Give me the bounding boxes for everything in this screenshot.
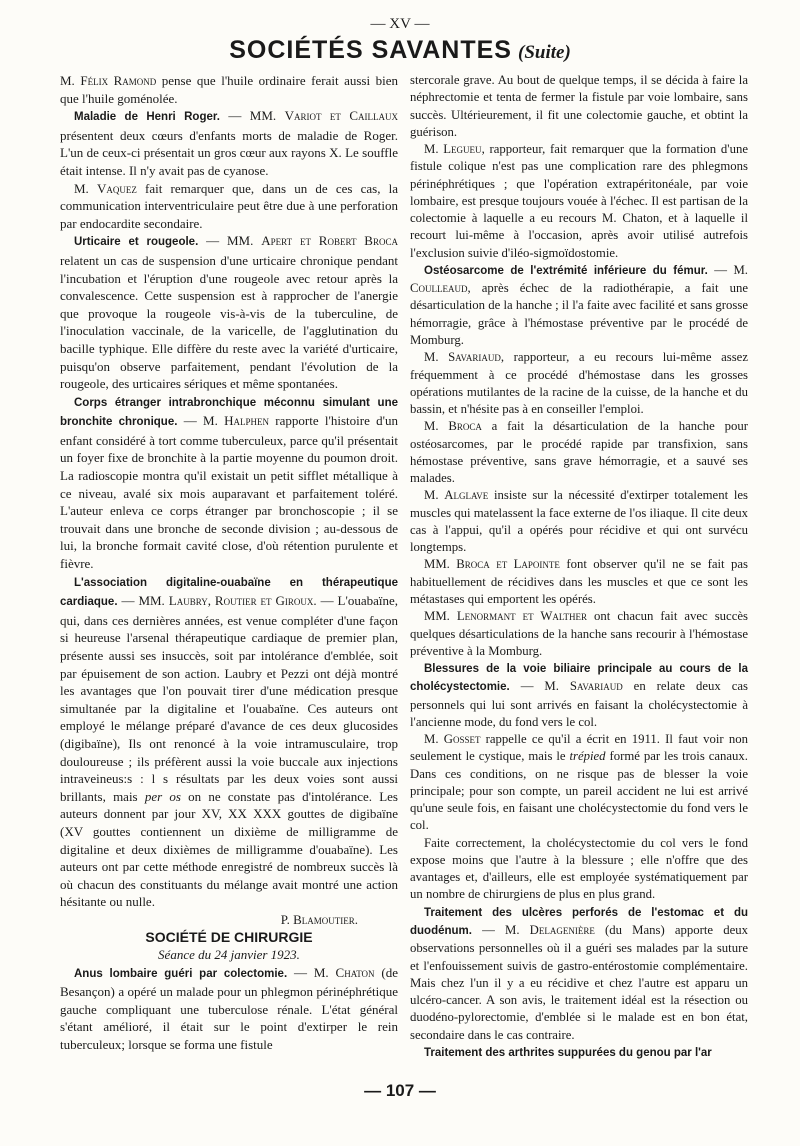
paragraph: MM. Broca et Lapointe font observer qu'il ne se fait pas habituellement de récidives dans les muscles et que ce sont les métastases qui emportent les opérés. (410, 557, 748, 606)
paragraph: Faite correctement, la cholécystectomie du col vers le fond expose moins que l'autre à la blessure ; elle n'offre que des avantages et, d'ailleurs, elle est employée systématiquement par un nombre de chirurgiens de plus en plus grand. (410, 835, 748, 902)
author-name: Delagenière (529, 923, 595, 938)
author-name: Coulleaud (410, 281, 468, 296)
article-heading: Traitement des arthrites suppurées du genou par l'ar (424, 1046, 712, 1059)
author-name: Broca (448, 419, 482, 434)
author-name: Lenormant et Walther (456, 609, 588, 624)
paragraph: Ostéosarcome de l'extrémité inférieure du fémur. — M. Coulleaud, après échec de la radiothérapie, a fait une désarticulation de la hanche ; il l'a faite avec facilité et sans grosse hémorragie, grâce à l'hémostase préventive par le procédé de Momburg. (410, 262, 748, 347)
paragraph: Blessures de la voie biliaire principale au cours de la cholécystectomie. — M. Savariaud en relate deux cas personnels qui lui sont arrivés en faisant la cholécystectomie à l'ancienne mode, du fond vers le col. (410, 663, 749, 729)
author-name: Alglave (444, 488, 489, 503)
paragraph: Urticaire et rougeole. — MM. Apert et Robert Broca relatent un cas de suspension d'une urticaire chronique pendant l'incubation et l'éruption d'une rougeole avec retour après la convalescence. Cette suspension est à rapprocher de l'anergie que provoque la rougeole vis-à-vis de la tuberculine, de l'inoculation vaccinale, de la varicelle, de l'agglutination du bacille typhique. Elle diffère du reste avec la variété d'urticaire, puisqu'on observe parfaitement, pendant l'évolution de la rougeole, des urticaires sériques et même spontanées. (60, 233, 398, 392)
article-heading: Corps étranger intrabronchique méconnu simulant une bronchite chronique. (60, 396, 398, 429)
paragraph: M. Savariaud, rapporteur, a eu recours lui-même assez fréquemment à ce procédé d'hémostase dans les grosses opérations mutilantes de la racine de la cuisse, de la hanche et du bassin, et n'hésite pas à en conseiller l'emploi. (410, 350, 748, 417)
paragraph: Corps étranger intrabronchique méconnu simulant une bronchite chronique. — M. Halphen rapporte l'histoire d'un enfant considéré à tort comme tuberculeux, parce qu'il présentait un foyer fixe de bronchite à la partie moyenne du poumon droit. La radioscopie montra qu'il existait un petit sifflet métallique à ce niveau, avalé six mois auparavant et parfaitement toléré. L'auteur enleva ce corps étranger par bronchoscopie ; il se trouvait dans une bronche de seconde division ; au-dessous de lui, la bronche formait cavité close, d'où rétention purulente et fièvre. (60, 396, 398, 572)
article-heading: Ostéosarcome de l'extrémité inférieure du fémur. (424, 264, 708, 277)
paragraph: M. Alglave insiste sur la nécessité d'extirper totalement les muscles qui matelassent la face externe de l'os iliaque. Il cite deux cas à l'appui, qu'il a opérés pour récidive et qui ont survécu longtemps. (410, 488, 748, 555)
author-name: Savariaud (448, 350, 501, 365)
signature: P. Blamoutier. (280, 911, 358, 927)
paragraph: Traitement des ulcères perforés de l'estomac et du duodénum. — M. Delagenière (du Mans) apporte deux observations personnelles où il a guéri ses malades par la suture et l'enfouissement suivis de gastro-entérostomie complémentaire. Mais chez l'un il y a eu récidive et chez l'autre est apparu un ulcéro-cancer. A son avis, le traitement idéal est la résection ou duodéno-pylorectomie, d'emblée si le malade est en bon état, secondaire dans le cas contraire. (410, 906, 748, 1042)
page-roman-numeral: — XV — (370, 16, 430, 32)
article-heading: Traitement des ulcères perforés de l'estomac et du duodénum. (410, 906, 748, 938)
paragraph: Anus lombaire guéri par colectomie. — M. Chaton (de Besançon) a opéré un malade pour un phlegmon périnéphrétique gauche compliquant une tuberculose rénale. L'état général s'étant amélioré, il était sur le point d'extirper le rein tuberculeux; lorsque se forma une fistule (60, 964, 398, 1053)
author-name: Halphen (224, 413, 270, 429)
author-name: Chaton (335, 964, 375, 980)
section-subheading: (Suite) (518, 42, 571, 63)
author-name: Savariaud (569, 679, 623, 694)
article-heading: Blessures de la voie biliaire principale au cours de la cholécystectomie. (410, 663, 748, 694)
paragraph: M. Félix Ramond pense que l'huile ordinaire ferait aussi bien que l'huile goménolée. (60, 73, 398, 106)
author-name: Legueu (443, 142, 482, 157)
section-heading: SOCIÉTÉS SAVANTES (229, 36, 512, 64)
paragraph: MM. Lenormant et Walther ont chacun fait avec succès quelques désarticulations de la hanche sans recourir à l'hémostase préventive à la Momburg. (410, 609, 748, 658)
left-column (60, 72, 398, 1054)
author-name: Vaquez (96, 180, 137, 196)
article-heading: L'association digitaline-ouabaïne en thérapeutique cardiaque. (60, 576, 398, 609)
paragraph: stercorale grave. Au bout de quelque temps, il se décida à faire la néphrectomie et tenta de fermer la fistule par voie lombaire, sans succès. Ultérieurement, il fit une colectomie gauche, et obtint la guérison. (410, 73, 748, 139)
paragraph (410, 1044, 748, 1062)
author-name: Laubry, Routier et Giroux. (168, 593, 317, 609)
right-column (410, 72, 748, 1062)
paragraph: M. Gosset rappelle ce qu'il a écrit en 1911. Il faut voir non seulement le cystique, mais le trépied formé par les trois canaux. Dans ces conditions, on ne risque pas de blesser la voie principale; pour son compte, un pareil accident ne lui est arrivé qu'une seule fois, en faisant une cholécystectomie du fond vers le col. (410, 732, 748, 833)
masthead (0, 36, 800, 65)
author-name: Gosset (443, 732, 481, 747)
session-date: Séance du 24 janvier 1923. (158, 947, 300, 963)
paragraph: M. Broca a fait la désarticulation de la hanche pour ostéosarcomes, par le procédé rapide par transfixion, sans hémostase préventive, sans grave hémorragie, et a sauvé ses malades. (410, 419, 748, 486)
paragraph: Maladie de Henri Roger. — MM. Variot et Caillaux présentent deux cœurs d'enfants morts de maladie de Roger. L'un de ceux-ci présentait un gros cœur aux rayons X. Le souffle était intense. Il n'y avait pas de cyanose. (60, 108, 398, 178)
author-name: Broca et Lapointe (456, 557, 560, 572)
article-heading: Anus lombaire guéri par colectomie. (74, 967, 288, 980)
article-heading: Maladie de Henri Roger. (74, 111, 220, 124)
paragraph: M. Legueu, rapporteur, fait remarquer que la formation d'une fistule colique n'est pas une complication rare des phlegmons périnéphrétiques ; que l'opération extrapéritonéale, par voie lombaire, est presque toujours vouée à l'échec. Il est partisan de la colectomie à laquelle a eu recours M. Chaton, et à laquelle il recourt lui-même à l'occasion, après avoir utilisé autrefois l'exclusion suivie d'iléo-sigmoïdostomie. (410, 142, 748, 260)
paragraph: M. Vaquez fait remarquer que, dans un de ces cas, la communication interventriculaire peut être due à une perforation par endocardite secondaire. (60, 180, 399, 231)
author-name: Variot et Caillaux (284, 108, 398, 124)
author-name: Félix Ramond (80, 73, 157, 88)
author-name: Apert et Robert Broca (261, 233, 398, 249)
paragraph: L'association digitaline-ouabaïne en thérapeutique cardiaque. — MM. Laubry, Routier et Giroux. — L'ouabaïne, qui, dans ces dernières années, est venue compléter d'une façon si heureuse l'arsenal thérapeutique cardiaque de premier plan, présente aussi ses insuccès, soit par intolérance d'emblée, soit par épuisement de son action. Laubry et Pezzi ont déjà montré les avantages que l'on pouvait tirer d'une médication presque simultanée par la digitaline et l'ouabaïne. Ces auteurs ont employé le mélange préparé d'avance de ces deux glucosides (digibaïne), Ils ont renoncé à la voie intramusculaire, trop douloureuse ; ils préfèrent aussi la voie buccale aux injections intraveineus:s : l s résultats par les deux voies sont aussi brillants, mais per os on ne constate pas d'intolérance. Les auteurs donnent par jour XV, XX XXX gouttes de digibaïne (XV gouttes contiennent un dixième de milligramme de digitaline et deux dixièmes de milligramme d'ouabaïne). Les auteurs ont par cette méthode enregistré de nombreux succès là où chacun des constituants du mélange avait montré une action hésitante ou nulle. (60, 576, 398, 910)
article-heading: Urticaire et rougeole. (74, 236, 199, 249)
page-number: — 107 — (364, 1081, 436, 1100)
society-title: SOCIÉTÉ DE CHIRURGIE (145, 928, 313, 945)
